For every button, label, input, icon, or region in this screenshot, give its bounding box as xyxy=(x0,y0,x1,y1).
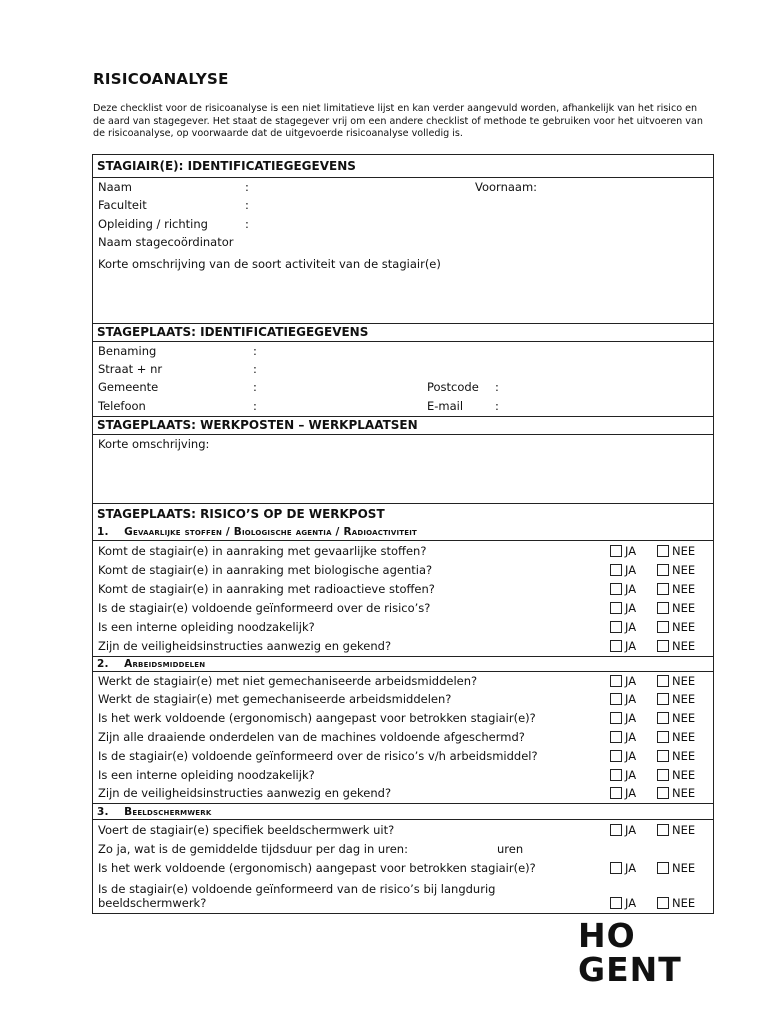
label-voornaam: Voornaam: xyxy=(475,180,538,194)
divider xyxy=(93,540,713,541)
answer-ja-nee xyxy=(610,786,696,800)
question: Is een interne opleiding noodzakelijk? xyxy=(98,768,315,782)
nee-label: NEE xyxy=(672,601,696,615)
label-postcode: Postcode xyxy=(427,380,479,394)
question: Zo ja, wat is de gemiddelde tijdsduur per dag in uren: xyxy=(98,842,408,856)
colon: : xyxy=(245,198,249,212)
nee-checkbox[interactable] xyxy=(657,621,669,633)
nee-label: NEE xyxy=(672,768,696,782)
ja-checkbox[interactable] xyxy=(610,712,622,724)
ja-label: JA xyxy=(625,582,637,596)
nee-label: NEE xyxy=(672,674,696,688)
ja-label: JA xyxy=(625,768,637,782)
ja-label: JA xyxy=(625,620,637,634)
answer-ja-nee xyxy=(610,582,696,596)
answer-ja-nee xyxy=(610,768,696,782)
question: Voert de stagiair(e) specifiek beeldschermwerk uit? xyxy=(98,823,395,837)
nee-label: NEE xyxy=(672,711,696,725)
nee-checkbox[interactable] xyxy=(657,897,669,909)
answer-ja-nee xyxy=(610,896,696,910)
nee-label: NEE xyxy=(672,582,696,596)
label-straat: Straat + nr xyxy=(98,362,163,376)
ja-checkbox[interactable] xyxy=(610,862,622,874)
label-email: E-mail xyxy=(427,399,464,413)
nee-checkbox[interactable] xyxy=(657,640,669,652)
nee-checkbox[interactable] xyxy=(657,602,669,614)
label-faculteit: Faculteit xyxy=(98,198,147,212)
nee-checkbox[interactable] xyxy=(657,675,669,687)
logo-line: GENT xyxy=(578,950,682,989)
section-heading-werkposten: STAGEPLAATS: WERKPOSTEN – WERKPLAATSEN xyxy=(97,418,418,432)
colon: : xyxy=(495,399,499,413)
answer-ja-nee xyxy=(610,692,696,706)
label-uren: uren xyxy=(497,842,524,856)
question: Komt de stagiair(e) in aanraking met biologische agentia? xyxy=(98,563,433,577)
nee-checkbox[interactable] xyxy=(657,545,669,557)
ja-label: JA xyxy=(625,896,637,910)
question: Komt de stagiair(e) in aanraking met radioactieve stoffen? xyxy=(98,582,435,596)
question: Werkt de stagiair(e) met niet gemechaniseerde arbeidsmiddelen? xyxy=(98,674,478,688)
nee-checkbox[interactable] xyxy=(657,693,669,705)
question: Is het werk voldoende (ergonomisch) aangepast voor betrokken stagiair(e)? xyxy=(98,861,536,875)
ja-label: JA xyxy=(625,786,637,800)
nee-checkbox[interactable] xyxy=(657,712,669,724)
logo-line: HO xyxy=(578,916,636,955)
nee-label: NEE xyxy=(672,730,696,744)
question: Is de stagiair(e) voldoende geïnformeerd van de risico’s bij langdurig xyxy=(98,882,496,896)
divider xyxy=(93,803,713,804)
answer-ja-nee xyxy=(610,749,696,763)
nee-checkbox[interactable] xyxy=(657,787,669,799)
divider xyxy=(93,671,713,672)
subsection-number: 1. xyxy=(97,526,109,538)
ja-checkbox[interactable] xyxy=(610,787,622,799)
ja-label: JA xyxy=(625,749,637,763)
ja-checkbox[interactable] xyxy=(610,675,622,687)
question: Is de stagiair(e) voldoende geïnformeerd over de risico’s v/h arbeidsmiddel? xyxy=(98,749,538,763)
nee-label: NEE xyxy=(672,620,696,634)
question: Is een interne opleiding noodzakelijk? xyxy=(98,620,315,634)
colon: : xyxy=(245,180,249,194)
subsection-number: 3. xyxy=(97,806,109,818)
ja-label: JA xyxy=(625,563,637,577)
colon: : xyxy=(495,380,499,394)
nee-checkbox[interactable] xyxy=(657,731,669,743)
label-stagecoordinator: Naam stagecoördinator xyxy=(98,235,234,249)
ja-checkbox[interactable] xyxy=(610,731,622,743)
question: Zijn alle draaiende onderdelen van de machines voldoende afgeschermd? xyxy=(98,730,525,744)
ja-checkbox[interactable] xyxy=(610,564,622,576)
ja-label: JA xyxy=(625,692,637,706)
subsection-title: Gevaarlijke stoffen / Biologische agentia / Radioactiviteit xyxy=(124,526,418,538)
ja-label: JA xyxy=(625,730,637,744)
nee-label: NEE xyxy=(672,896,696,910)
nee-label: NEE xyxy=(672,786,696,800)
hogent-logo xyxy=(578,916,682,989)
ja-label: JA xyxy=(625,639,637,653)
answer-ja-nee xyxy=(610,861,696,875)
nee-checkbox[interactable] xyxy=(657,824,669,836)
ja-checkbox[interactable] xyxy=(610,750,622,762)
ja-label: JA xyxy=(625,601,637,615)
nee-checkbox[interactable] xyxy=(657,564,669,576)
nee-label: NEE xyxy=(672,563,696,577)
label-naam: Naam xyxy=(98,180,132,194)
ja-checkbox[interactable] xyxy=(610,897,622,909)
ja-label: JA xyxy=(625,823,637,837)
question: Is de stagiair(e) voldoende geïnformeerd over de risico’s? xyxy=(98,601,431,615)
question: Komt de stagiair(e) in aanraking met gevaarlijke stoffen? xyxy=(98,544,427,558)
risk-form xyxy=(92,154,714,914)
subsection-heading-1 xyxy=(97,526,417,538)
section-heading-stagiair: STAGIAIR(E): IDENTIFICATIEGEGEVENS xyxy=(97,159,356,173)
intro-text: Deze checklist voor de risicoanalyse is een niet limitatieve lijst en kan verder aangevuld worden, afhankelijk van het risico en de aard van stagegever. Het staat de stagegever vrij om een andere checklist of methode te gebruiken voor het uitvoeren van de risicoanalyse, op voorwaarde dat de uitgevoerde risicoanalyse volledig is. xyxy=(93,103,703,139)
ja-checkbox[interactable] xyxy=(610,545,622,557)
ja-checkbox[interactable] xyxy=(610,769,622,781)
nee-label: NEE xyxy=(672,692,696,706)
nee-label: NEE xyxy=(672,861,696,875)
ja-checkbox[interactable] xyxy=(610,583,622,595)
answer-ja-nee xyxy=(610,620,696,634)
subsection-title: Arbeidsmiddelen xyxy=(124,658,206,670)
label-gemeente: Gemeente xyxy=(98,380,159,394)
colon: : xyxy=(253,344,257,358)
answer-ja-nee xyxy=(610,601,696,615)
subsection-number: 2. xyxy=(97,658,109,670)
nee-checkbox[interactable] xyxy=(657,583,669,595)
ja-checkbox[interactable] xyxy=(610,602,622,614)
divider xyxy=(93,416,713,417)
colon: : xyxy=(245,217,249,231)
answer-ja-nee xyxy=(610,544,696,558)
colon: : xyxy=(253,399,257,413)
label-opleiding: Opleiding / richting xyxy=(98,217,208,231)
section-heading-stageplaats: STAGEPLAATS: IDENTIFICATIEGEGEVENS xyxy=(97,325,369,339)
page-title: RISICOANALYSE xyxy=(93,70,229,88)
nee-label: NEE xyxy=(672,544,696,558)
section-heading-risicos: STAGEPLAATS: RISICO’S OP DE WERKPOST xyxy=(97,507,385,521)
subsection-heading-2 xyxy=(97,658,205,670)
answer-ja-nee xyxy=(610,730,696,744)
ja-label: JA xyxy=(625,674,637,688)
ja-checkbox[interactable] xyxy=(610,640,622,652)
nee-checkbox[interactable] xyxy=(657,769,669,781)
ja-checkbox[interactable] xyxy=(610,693,622,705)
answer-ja-nee xyxy=(610,711,696,725)
divider xyxy=(93,819,713,820)
divider xyxy=(93,323,713,324)
divider xyxy=(93,434,713,435)
divider xyxy=(93,177,713,178)
answer-ja-nee xyxy=(610,563,696,577)
divider xyxy=(93,656,713,657)
question-continued: beeldschermwerk? xyxy=(98,896,207,910)
nee-label: NEE xyxy=(672,823,696,837)
label-benaming: Benaming xyxy=(98,344,157,358)
colon: : xyxy=(253,362,257,376)
ja-label: JA xyxy=(625,544,637,558)
ja-label: JA xyxy=(625,711,637,725)
question: Zijn de veiligheidsinstructies aanwezig en gekend? xyxy=(98,639,392,653)
divider xyxy=(93,503,713,504)
nee-checkbox[interactable] xyxy=(657,750,669,762)
label-korte-omschrijving: Korte omschrijving: xyxy=(98,437,210,451)
nee-checkbox[interactable] xyxy=(657,862,669,874)
divider xyxy=(93,341,713,342)
question: Werkt de stagiair(e) met gemechaniseerde arbeidsmiddelen? xyxy=(98,692,452,706)
subsection-heading-3 xyxy=(97,806,211,818)
ja-label: JA xyxy=(625,861,637,875)
answer-ja-nee xyxy=(610,823,696,837)
answer-ja-nee xyxy=(610,674,696,688)
nee-label: NEE xyxy=(672,749,696,763)
answer-ja-nee xyxy=(610,639,696,653)
label-telefoon: Telefoon xyxy=(98,399,146,413)
question: Is het werk voldoende (ergonomisch) aangepast voor betrokken stagiair(e)? xyxy=(98,711,536,725)
colon: : xyxy=(253,380,257,394)
question: Zijn de veiligheidsinstructies aanwezig en gekend? xyxy=(98,786,392,800)
ja-checkbox[interactable] xyxy=(610,824,622,836)
ja-checkbox[interactable] xyxy=(610,621,622,633)
label-omschrijving-activiteit: Korte omschrijving van de soort activiteit van de stagiair(e) xyxy=(98,257,441,271)
subsection-title: Beeldschermwerk xyxy=(124,806,212,818)
nee-label: NEE xyxy=(672,639,696,653)
